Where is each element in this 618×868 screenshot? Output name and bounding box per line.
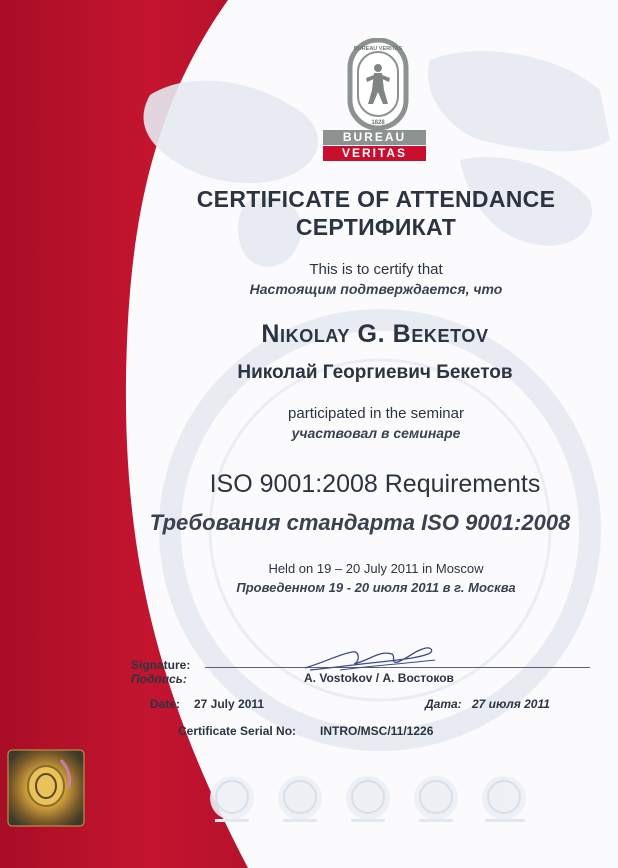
title-ru: СЕРТИФИКАТ [295,214,457,240]
date-value-en: 27 July 2011 [194,697,265,711]
date-value-ru: 27 июля 2011 [472,697,550,711]
serial-label: Certificate Serial No: [178,724,297,738]
participant-name-ru: Николай Георгиевич Бекетов [237,362,513,383]
signer-name: A. Vostokov / А. Востоков [304,671,454,685]
logo-word-bureau: BUREAU [342,130,407,144]
health-icon [284,781,316,813]
certify-ru: Настоящим подтверждается, что [249,281,503,297]
serial-value: INTRO/MSC/11/1226 [320,724,434,738]
signature-label-en: Signature: [131,658,191,672]
logo-word-veritas: VERITAS [341,146,408,160]
course-ru: Требования стандарта ISO 9001:2008 [149,510,571,535]
signature-label-ru: Подпись: [131,672,187,686]
title-en: CERTIFICATE OF ATTENDANCE [196,186,556,212]
environment-icon [420,781,452,813]
held-ru: Проведенном 19 - 20 июля 2011 в г. Москва [236,580,516,595]
quality-icon [216,781,248,813]
bureau-veritas-seal-icon [328,38,428,130]
date-label-en: Date: [150,697,181,711]
hologram-sticker-icon [6,748,86,828]
social-icon [488,781,520,813]
participated-ru: участвовал в семинаре [291,425,461,441]
date-label-ru: Дата: [425,697,462,711]
participated-en: participated in the seminar [288,405,464,422]
footer-icons-row [205,775,530,830]
logo-word-box-red [323,146,426,161]
held-en: Held on 19 – 20 July 2011 in Moscow [268,561,484,576]
svg-text:BUREAU VERITAS: BUREAU VERITAS [353,46,403,52]
logo-word-box-gray [323,130,426,145]
handwritten-signature [300,640,440,674]
certify-en: This is to certify that [309,261,443,278]
safety-icon [352,781,384,813]
seal-year: 1828 [371,120,385,126]
participant-name-en: Nikolay G. Beketov [261,320,489,348]
course-en: ISO 9001:2008 Requirements [209,470,541,498]
